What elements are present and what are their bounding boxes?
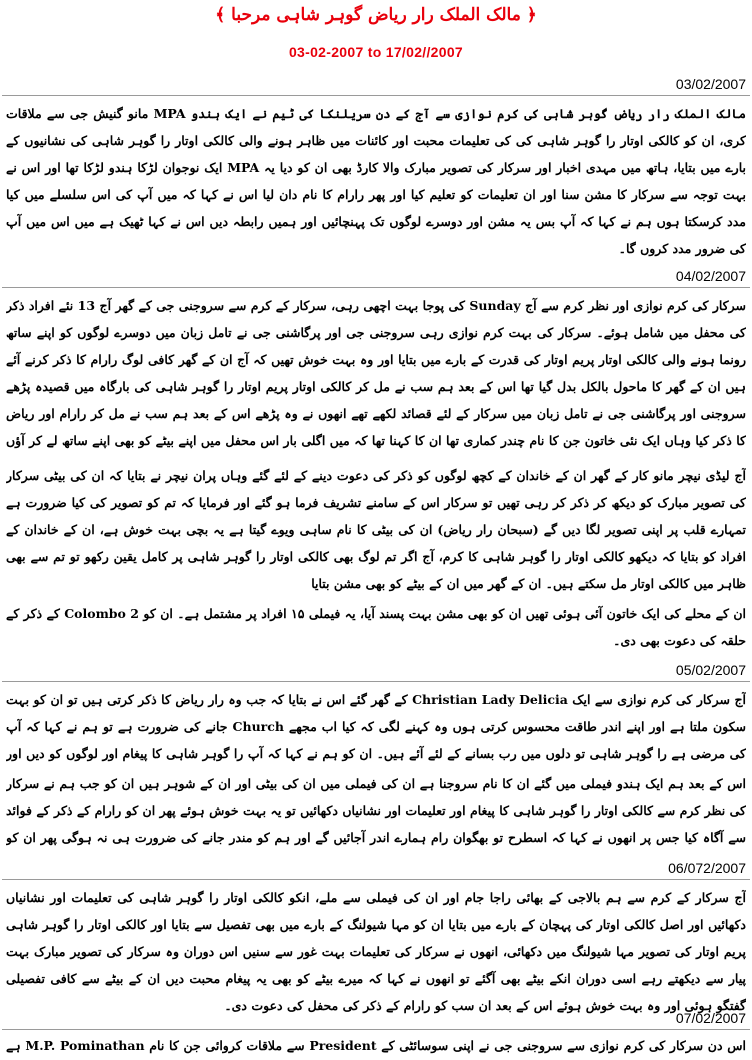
- entry-divider: [2, 681, 750, 682]
- page-title: ﴿ مالک الملک رار ریاض گوہر شاہی مرحبا ﴾: [215, 5, 537, 25]
- entry-paragraph: مالک الملک رار ریاض گوہر شاہی کی کرم نوازی سے آج کے دن سریلنکا کی ٹیم نے ایک ہندو MPA مانو گنیش جی سے ملاقات کری، ان کو کالکی اوتار را گوہر شاہی کی کی تعلیمات محبت اور کائنات میں ظاہر ہونے والی کالکی اوتار را گوہر شاہی کی نشانیوں کے بارے میں بتایا، ہاتھ میں مہدی اخبار اور سرکار کی تصویر مبارک والا کارڈ بھی ان کو دیا یہ MPA ایک نوجوان لڑکا ہندو لڑکا تھا اور اس نے بہت توجہ سے سرکار کا مشن سنا اور ان تعلیمات کو تعلیم کیا اور پھر رارام کا نام دان لیا اس نے کہا کہ میں آپ کی اس سلسلے میں کیا مدد کرسکتا ہوں ہم نے کہا کہ آپ بس یہ مشن اور دوسرے لوگوں تک پہنچائیں اور ہمیں رابطہ دیں اس نے کہا ٹھیک ہے میں اس میں آپ کی ضرور مدد کروں گا۔: [6, 106, 746, 256]
- entry-date: 06/072/2007: [668, 860, 746, 876]
- entry-divider: [2, 287, 750, 288]
- entry-date: 07/02/2007: [675, 1010, 746, 1026]
- entry-paragraph: اس دن سرکار کی کرم نوازی سے سروجنی جی نے اپنی سوسائٹی کے President سے ملاقات کروائی جن کا نام M.P. Pominathan ہے: [6, 1038, 746, 1053]
- entry-paragraph: آج سرکار کی کرم نوازی سے ایک Christian Lady Delicia کے گھر گئے اس نے بتایا کہ جب وہ رار ریاض کا ذکر کرتی ہیں تو ان کو بہت سکون ملتا ہے اور اپنے اندر طاقت محسوس کرتی ہوں وہ کہنے لگی کہ کیا اب مجھے Church جانے کی ضرورت ہے تو ہم نے کہا کہ آپ کی مرضی ہے را گوہر شاہی تو دلوں میں رب بسانے کے لئے آئے ہیں۔ ان کو ہم نے کہا کہ آپ را گوہر شاہی کا پیغام اور لوگوں کو دیں اور: [6, 692, 746, 761]
- entry-paragraph: آج سرکار کے کرم سے ہم بالاجی کے بھائی راجا جام اور ان کی فیملی سے ملے، انکو کالکی اوتار را گوہر شاہی کی تعلیمات اور نشانیاں دکھائیں اور اصل کالکی اوتار کی پہچان کے بارے میں بتایا ان کو مہا شیولنگ کے بارے میں بھی تفصیل سے بتایا اور کالکی اوتار را گوہر شاہی پریم اوتار کی تصویر مہا شیولنگ میں دکھائی، انھوں نے سرکار کی تعلیمات بہت غور سے سنیں اس دوران وہ سرکار کی تصویر مبارک بہت پیار سے دیکھتے رہے اسی دوران انکے بیٹے بھی آگئے تو انھوں نے کہا کہ میرے بیٹے کو بھی یہ پیغام محبت دیں ان کے بیٹے سے کافی تفصیلی گفتگو ہوئی اور وہ بہت خوش ہوئے اس کے بعد ان سب کو رارام کے ذکر کی محفل کی دعوت دی۔: [6, 890, 746, 1013]
- entry-paragraph: ان کے محلے کی ایک خاتون آئی ہوئی تھیں ان کو بھی مشن بہت پسند آیا، یہ فیملی ۱۵ افراد پر مشتمل ہے۔ ان کو Colombo 2 کے ذکر کے حلقہ کی دعوت بھی دی۔: [6, 606, 746, 648]
- entry-paragraph: سرکار کی کرم نوازی اور نظر کرم سے آج Sunday کی پوجا بہت اچھی رہی، سرکار کے کرم سے سروجنی جی کے گھر آج 13 نئے افراد ذکر کی محفل میں شامل ہوئے۔ سرکار کی بہت کرم نوازی رہی سروجنی جی اور پرگاشنی جی نے تامل زبان میں دوسرے لوگوں کو اپنے ساتھ رونما ہونے والی کالکی اوتار پریم اوتار کی قدرت کے بارے میں بتایا اور وہ بہت خوش تھیں کہ آج ان کے گھر کافی لوگ رارام کا ذکر کرنے آئے ہیں ان کے گھر کا ماحول بالکل بدل گیا تھا اس کے بعد ہم سب نے مل کر کالکی اوتار پریم اوتار را گوہر شاہی کی بارگاہ میں قصیدہ پڑھے سروجنی اور پرگاشنی جی نے تامل زبان میں سرکار کے لئے قصائد لکھے تھے انھوں نے وہ پڑھے اس کے بعد ہم سب نے مل کر رارام اور ریاض کا ذکر کیا وہاں ایک نئی خاتون جن کا نام چندر کماری تھا ان کا کہنا تھا کہ میں اگلی بار اس محفل میں اپنے بیٹے کو بھی اپنے ساتھ لے کر آؤں: [6, 298, 746, 448]
- entry-paragraph: اس کے بعد ہم ایک ہندو فیملی میں گئے ان کا نام سروجنا ہے ان کی فیملی میں ان کی بیٹی اور ان کے شوہر ہیں ان کو جب ہم نے سرکار کی نظر کرم سے کالکی اوتار را گوہر شاہی کا پیغام اور تعلیمات اور نشانیاں دکھائیں تو یہ بہت خوش ہوئے پھر ان کو رارام کے ذکر کے فوائد سے آگاہ کیا جس پر انھوں نے کہا کہ اسطرح تو بھگوان رام ہمارے اندر آجائیں گے اور ہم کو مندر جانے کی ضرورت ہی نہ ہوگی پھر ان کو: [6, 776, 746, 845]
- entry-date: 05/02/2007: [675, 662, 746, 678]
- entry-divider: [2, 1029, 750, 1030]
- entry-date: 04/02/2007: [675, 268, 746, 284]
- date-range: 03-02-2007 to 17/02//2007: [288, 44, 464, 60]
- entry-divider: [2, 95, 750, 96]
- entry-date: 03/02/2007: [675, 76, 746, 92]
- entry-paragraph: آج لیڈی نیچر مانو کار کے گھر ان کے خاندان کے کچھ لوگوں کو ذکر کی دعوت دینے کے لئے گئے وہاں پران نیچر نے بتایا کہ ان کی بیٹی سرکار کی تصویر مبارک کو دیکھ کر ذکر کر رہی تھیں تو سرکار اس کے سامنے تشریف فرما ہو گئے اور فرمایا کہ تم کو تصویر کی کیا ضرورت ہے تمہارے قلب پر اپنی تصویر لگا دیں گے (سبحان رار ریاض) ان کی بیٹی کا نام ساہی ویوے گیتا ہے یہ بچی بہت خوش ہے، ان کے خاندان کے افراد کو بتایا کہ دیکھو کالکی اوتار را گوہر شاہی کا کرم، آج اگر تم لوگ بھی کالکی اوتار را گوہر شاہی پر کامل یقین رکھو تو تم سے بھی ظاہر میں کالکی اوتار مل سکتے ہیں۔ ان کے گھر میں ان کے بیٹے کو بھی مشن بتایا: [6, 468, 746, 591]
- entry-divider: [2, 879, 750, 880]
